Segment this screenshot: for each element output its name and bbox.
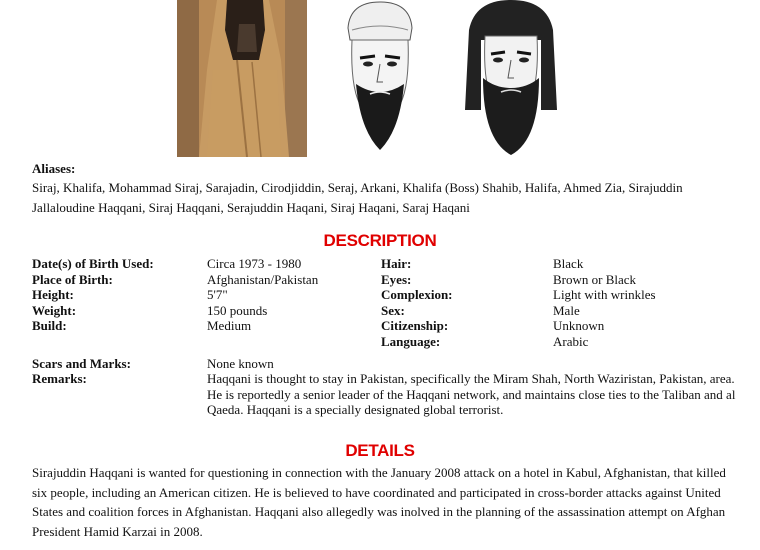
hair-label: Hair: bbox=[381, 256, 412, 271]
scars-label: Scars and Marks: bbox=[32, 356, 131, 371]
citizenship-label: Citizenship: bbox=[381, 318, 449, 333]
aliases-text: Siraj, Khalifa, Mohammad Siraj, Sarajadin, Cirodjiddin, Seraj, Arkani, Khalifa (Boss) Shahib, Halifa, Ahmed Zia, Sirajuddin Jallaloudine Haqqani, Siraj Haqqani, Serajuddin Haqani, Siraj Haqani, Saraj Haqani bbox=[32, 180, 683, 215]
birthplace-value: Afghanistan/Pakistan bbox=[207, 271, 319, 287]
details-text: Sirajuddin Haqqani is wanted for questioning in connection with the January 2008 attack on a hotel in Kabul, Afghanistan, that killed six people, including an American citizen. He is believed to have coordinated and participated in cross-border attacks against United States and coalition forces in Afghanistan. Haqqani also allegedly was inolved in the planning of the assassination attempt on Afghan President Hamid Karzai in 2008. bbox=[32, 465, 726, 539]
eyes-value: Brown or Black bbox=[553, 271, 637, 287]
aliases-label: Aliases: bbox=[32, 161, 76, 176]
build-value: Medium bbox=[207, 318, 252, 333]
dob-value: Circa 1973 - 1980 bbox=[207, 256, 302, 271]
scars-value: None known bbox=[207, 356, 274, 371]
description-heading: DESCRIPTION bbox=[323, 231, 437, 250]
build-label: Build: bbox=[32, 318, 67, 333]
sex-value: Male bbox=[553, 302, 580, 318]
complexion-label: Complexion: bbox=[381, 287, 453, 302]
complexion-value: Light with wrinkles bbox=[553, 287, 656, 302]
sketch-long-hair bbox=[455, 0, 567, 157]
sketch-turban bbox=[330, 0, 430, 157]
hair-value: Black bbox=[553, 256, 584, 271]
weight-label: Weight: bbox=[32, 302, 77, 318]
height-label: Height: bbox=[32, 287, 74, 302]
language-value: Arabic bbox=[553, 333, 589, 349]
citizenship-value: Unknown bbox=[553, 318, 605, 333]
language-label: Language: bbox=[381, 333, 441, 349]
remarks-value: Haqqani is thought to stay in Pakistan, specifically the Miram Shah, North Waziristan, Pakistan, area. He is reportedly a senior leader of the Haqqani network, and maintains close ties to the Taliban and al Qaeda. Haqqani is a specially designated global terrorist. bbox=[207, 371, 736, 417]
weight-value: 150 pounds bbox=[207, 302, 268, 318]
details-heading: DETAILS bbox=[345, 441, 415, 460]
sex-label: Sex: bbox=[381, 302, 405, 318]
remarks-label: Remarks: bbox=[32, 371, 87, 386]
dob-label: Date(s) of Birth Used: bbox=[32, 256, 154, 271]
eyes-label: Eyes: bbox=[381, 271, 412, 287]
suspect-photo bbox=[177, 0, 307, 157]
birthplace-label: Place of Birth: bbox=[32, 271, 113, 287]
height-value: 5'7" bbox=[207, 287, 228, 302]
